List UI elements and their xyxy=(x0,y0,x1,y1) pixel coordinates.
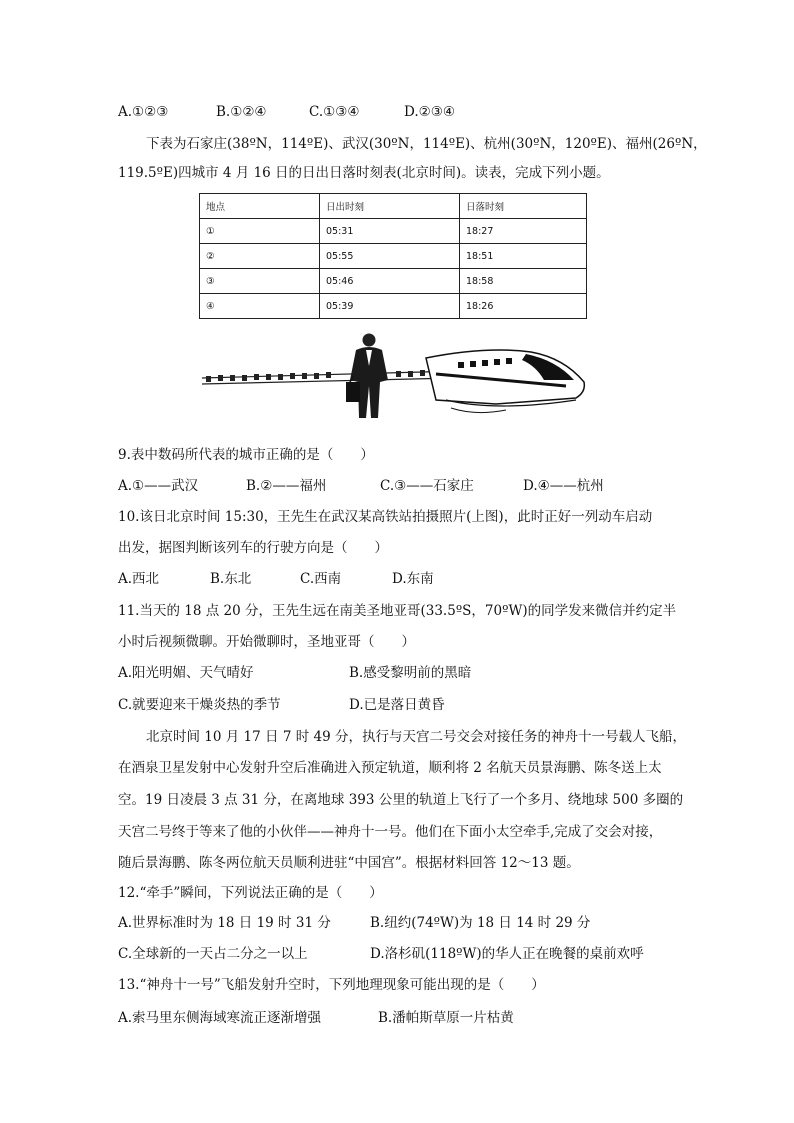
q10-option-b: B.东北 xyxy=(210,571,252,587)
table-header-cell: 日落时刻 xyxy=(460,194,587,219)
table-row xyxy=(200,219,587,244)
table-cell: 05:46 xyxy=(320,269,460,294)
table-cell: 05:55 xyxy=(320,244,460,269)
table-row xyxy=(200,244,587,269)
q13-stem: 13.“神舟十一号”飞船发射升空时，下列地理现象可能出现的是（ ） xyxy=(118,977,545,993)
passage-line-3: 空。19 日凌晨 3 点 31 分，在离地球 393 公里的轨道上飞行了一个多月、绕地球 500 多圈的 xyxy=(118,792,684,808)
q12-stem: 12.“牵手”瞬间，下列说法正确的是（ ） xyxy=(118,885,383,901)
q10-line-2: 出发，据图判断该列车的行驶方向是（ ） xyxy=(118,540,388,556)
table-header-cell: 日出时刻 xyxy=(320,194,460,219)
q9-option-a: A.①——武汉 xyxy=(118,478,199,494)
intro-line-1: 下表为石家庄(38ºN，114ºE)、武汉(30ºN，114ºE)、杭州(30ºN，120ºE)、福州(26ºN， xyxy=(146,136,707,152)
q10-line-1: 10.该日北京时间 15:30，王先生在武汉某高铁站拍摄照片(上图)，此时正好一列动车启动 xyxy=(118,509,653,525)
passage-line-5: 随后景海鹏、陈冬两位航天员顺利进驻“中国宫”。根据材料回答 12～13 题。 xyxy=(118,855,580,871)
table-row xyxy=(200,294,587,319)
q9-option-d: D.④——杭州 xyxy=(523,478,604,494)
table-cell: ① xyxy=(200,219,320,244)
table-cell: 18:27 xyxy=(460,219,587,244)
table-cell: 18:58 xyxy=(460,269,587,294)
table-cell: ④ xyxy=(200,294,320,319)
q8-option-b: B.①②④ xyxy=(216,104,267,120)
q8-option-a: A.①②③ xyxy=(118,104,169,120)
table-header-cell: 地点 xyxy=(200,194,320,219)
q11-option-b: B.感受黎明前的黑暗 xyxy=(349,665,472,681)
q10-option-c: C.西南 xyxy=(300,571,342,587)
q10-option-d: D.东南 xyxy=(392,571,434,587)
table-cell: ③ xyxy=(200,269,320,294)
intro-line-2: 119.5ºE)四城市 4 月 16 日的日出日落时刻表(北京时间)。读表，完成下列小题。 xyxy=(118,165,610,181)
passage-line-2: 在酒泉卫星发射中心发射升空后准确进入预定轨道，顺利将 2 名航天员景海鹏、陈冬送上太 xyxy=(118,760,662,776)
table-header-row xyxy=(200,194,587,219)
table-cell: 18:26 xyxy=(460,294,587,319)
table-cell: 05:39 xyxy=(320,294,460,319)
table-cell: 18:51 xyxy=(460,244,587,269)
q12-option-b: B.纽约(74ºW)为 18 日 14 时 29 分 xyxy=(370,915,591,931)
q11-option-a: A.阳光明媚、天气晴好 xyxy=(118,665,254,681)
q12-option-c: C.全球新的一天占二分之一以上 xyxy=(118,946,308,962)
q13-option-a: A.索马里东侧海域寒流正逐渐增强 xyxy=(118,1010,322,1026)
q11-option-c: C.就要迎来干燥炎热的季节 xyxy=(118,697,281,713)
table-cell: 05:31 xyxy=(320,219,460,244)
q8-option-d: D.②③④ xyxy=(404,104,455,120)
q11-option-d: D.已是落日黄昏 xyxy=(349,697,445,713)
q11-line-2: 小时后视频微聊。开始微聊时，圣地亚哥（ ） xyxy=(118,634,415,650)
q10-option-a: A.西北 xyxy=(118,571,160,587)
q13-option-b: B.潘帕斯草原一片枯黄 xyxy=(378,1010,514,1026)
q12-option-a: A.世界标准时为 18 日 19 时 31 分 xyxy=(118,915,331,931)
q9-option-b: B.②——福州 xyxy=(246,478,327,494)
train-photo-illustration xyxy=(196,330,592,420)
q12-option-d: D.洛杉矶(118ºW)的华人正在晚餐的桌前欢呼 xyxy=(370,946,644,962)
q9-option-c: C.③——石家庄 xyxy=(380,478,474,494)
q11-line-1: 11.当天的 18 点 20 分，王先生远在南美圣地亚哥(33.5ºS，70ºW)的同学发来微信并约定半 xyxy=(118,603,677,619)
passage-line-4: 天宫二号终于等来了他的小伙伴——神舟十一号。他们在下面小太空牵手,完成了交会对接， xyxy=(118,824,663,840)
sunrise-sunset-table xyxy=(199,193,587,319)
q8-option-c: C.①③④ xyxy=(309,104,360,120)
passage-line-1: 北京时间 10 月 17 日 7 时 49 分，执行与天宫二号交会对接任务的神舟十一号载人飞船， xyxy=(146,729,686,745)
table-row xyxy=(200,269,587,294)
q9-stem: 9.表中数码所代表的城市正确的是（ ） xyxy=(118,447,374,463)
table-cell: ② xyxy=(200,244,320,269)
